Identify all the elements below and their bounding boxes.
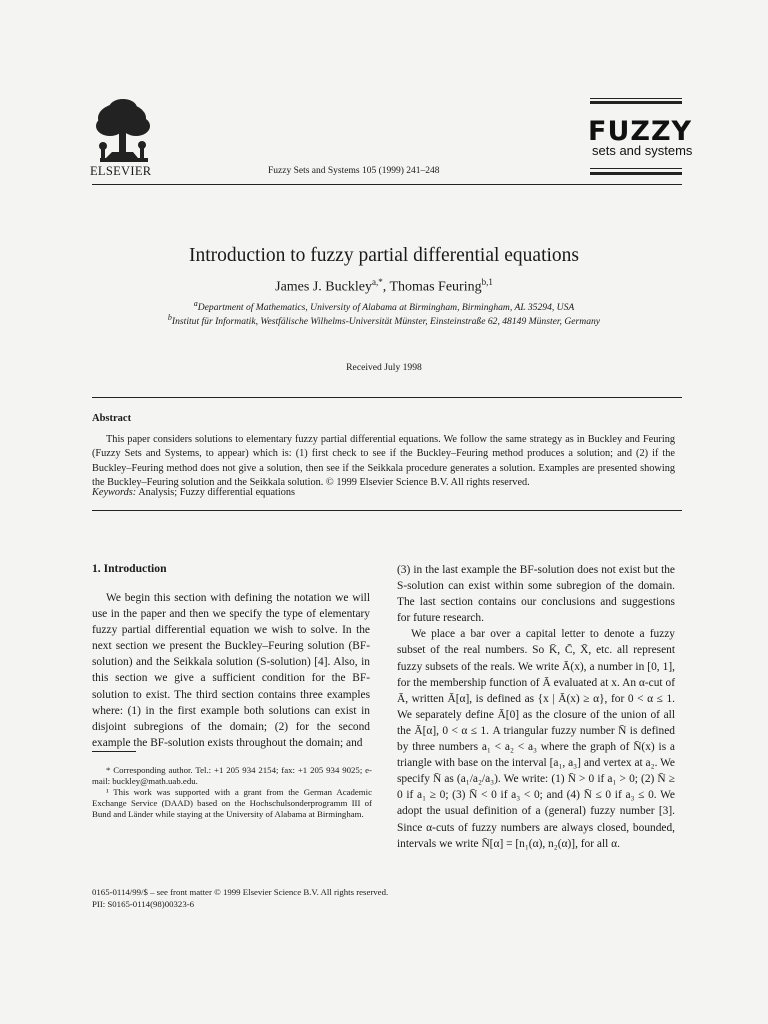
paper-title: Introduction to fuzzy partial differential equations — [188, 245, 580, 266]
author-2-affil-mark: b,1 — [481, 277, 493, 287]
right-column — [397, 562, 675, 852]
keywords-line — [92, 487, 295, 498]
journal-reference: Fuzzy Sets and Systems 105 (1999) 241–248 — [268, 166, 440, 176]
intro-paragraph-3: We place a bar over a capital letter to denote a fuzzy subset of the real numbers. So K̄, C̄, X̄, etc. all represent fuzzy subsets of the reals. We write Ā(x), a number in [0, 1], for the membership function of Ā evaluated at x. An α-cut of Ā, written Ā[α], is defined as {x | Ā(x) ≥ α}, for 0 < α ≤ 1. We separately define Ā[0] as the closure of the union of all the Ā[α], 0 < α ≤ 1. A triangular fuzzy number N̄ is defined by three numbers a₁ < a₂ < a₃ where the graph of N̄(x) is a triangle with base on the interval [a₁, a₃] and vertex at a₂. We specify N̄ as (a₁/a₂/a₃). We write: (1) N̄ > 0 if a₁ > 0; (2) N̄ ≥ 0 if a₁ ≥ 0; (3) N̄ < 0 if a₃ < 0; and (4) N̄ ≤ 0 if a₃ ≤ 0. We adopt the usual definition of a (general) fuzzy number [3]. Since α-cuts of fuzzy numbers are always closed, bounded, intervals we write N̄[α] = [n₁(α), n₂(α)], for all α. — [397, 628, 675, 850]
footnotes — [92, 765, 372, 820]
section-heading: 1. Introduction — [92, 562, 167, 575]
journal-brand-word: FUZZY — [588, 116, 693, 147]
journal-brand-subtitle: sets and systems — [592, 143, 693, 158]
elsevier-tree-icon — [92, 96, 154, 166]
affiliation-b — [0, 313, 768, 327]
affiliation-a-mark: a — [193, 299, 198, 308]
author-2-name: Thomas Feuring — [389, 279, 482, 295]
brand-rule-bottom-thick — [590, 172, 682, 175]
intro-paragraph-2: (3) in the last example the BF-solution does not exist but the S-solution can exist within some subregion of the domain. The last section contains our conclusions and suggestions for future research. — [397, 564, 675, 625]
left-column — [92, 590, 370, 751]
header-rule — [92, 184, 682, 185]
brand-rule-top-thin — [590, 98, 682, 99]
footnote-rule — [92, 751, 136, 752]
keywords-label: Keywords: — [92, 487, 137, 498]
affiliation-b-mark: b — [167, 313, 172, 322]
affiliation-a-text: Department of Mathematics, University of Alabama at Birmingham, Birmingham, AL 35294, USA — [197, 302, 575, 314]
abstract-heading: Abstract — [92, 413, 132, 424]
author-separator: , — [382, 279, 390, 295]
abstract-body: This paper considers solutions to elementary fuzzy partial differential equations. We follow the same strategy as in Buckley and Feuring (Fuzzy Sets and Systems, to appear) which is: (1) first check to see if the Buckley–Feuring method produces a solution; and (2) if the Buckley–Feuring method does not give a solution, then see if the Seikkala procedure generates a solution. Examples are presented showing the Buckley–Feuring solution and the Seikkala solution. © 1999 Elsevier Science B.V. All rights reserved. — [92, 434, 675, 489]
publication-ids — [92, 886, 388, 910]
issn-line: 0165-0114/99/$ – see front matter © 1999 Elsevier Science B.V. All rights reserved. — [92, 887, 389, 897]
affiliation-b-text: Institut für Informatik, Westfälische Wilhelms-Universität Münster, Einsteinstraße 62, 48149 Münster, Germany — [171, 316, 601, 328]
affiliation-a — [0, 299, 768, 313]
publisher-name: ELSEVIER — [90, 164, 152, 178]
abstract-top-rule — [92, 397, 682, 398]
abstract-bottom-rule — [92, 510, 682, 511]
author-1-affil-mark: a,* — [371, 277, 383, 287]
pii-line: PII: S0165-0114(98)00323-6 — [92, 899, 195, 909]
author-1-name: James J. Buckley — [275, 279, 372, 295]
footnote-funding: ¹ This work was supported with a grant from the German Academic Exchange Service (DAAD) based on the Hochschulsonderprogramm III of Bund and Länder while staying at the University of Alabama at Birmingham. — [92, 787, 372, 819]
footnote-corresponding-author: * Corresponding author. Tel.: +1 205 934 2154; fax: +1 205 934 9025; e-mail: buckley@math.uab.edu. — [92, 765, 372, 786]
author-line — [0, 277, 768, 296]
intro-paragraph-1: We begin this section with defining the notation we will use in the paper and then we specify the type of elementary fuzzy partial differential equation we wish to solve. In the next section we present the Buckley–Feuring solution (BF-solution) and the Seikkala solution (S-solution) [4]. Also, in this section we give a sufficient condition for the BF-solution to exist. The third section contains three examples where: (1) in the first example both solutions can exist in disjoint subregions of the domain; (2) for the second example the BF-solution exists throughout the domain; and — [92, 592, 370, 749]
received-date: Received July 1998 — [346, 362, 422, 373]
brand-rule-bottom-thin — [590, 168, 682, 169]
keywords-values: Analysis; Fuzzy differential equations — [138, 487, 296, 498]
brand-rule-top-thick — [590, 101, 682, 104]
